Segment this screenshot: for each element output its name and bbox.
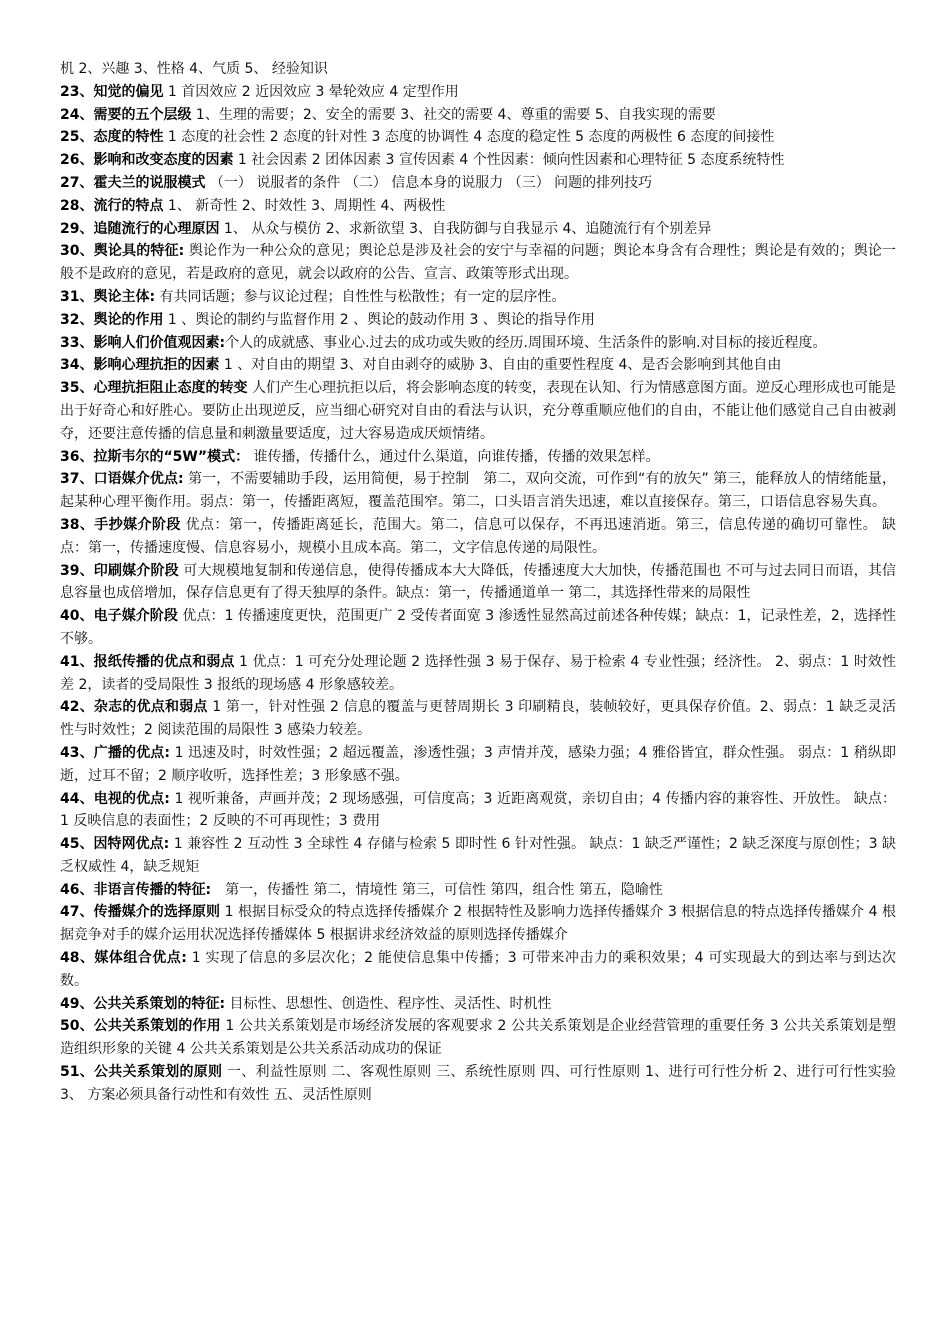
item-body: 1、 从众与模仿 2、求新欲望 3、自我防御与自我显示 4、追随流行有个别差异	[219, 220, 712, 237]
list-item	[60, 126, 896, 149]
list-item	[60, 560, 896, 606]
list-item	[60, 377, 896, 445]
item-body: 1 第一，针对性强 2 信息的覆盖与更替周期长 3 印刷精良，装帧较好，更具保存价值。2、弱点：1 缺乏灵活性与时效性；2 阅读范围的局限性 3 感染力较差。	[60, 699, 897, 739]
item-body: 1 视听兼备，声画并茂；2 现场感强，可信度高；3 近距离观赏，亲切自由；4 传播内容的兼容性、开放性。 缺点：1 反映信息的表面性；2 反映的不可再现性；3 费用	[60, 790, 896, 830]
list-item	[60, 901, 896, 947]
item-heading: 32、舆论的作用	[60, 311, 164, 328]
lead-line: 机 2、兴趣 3、性格 4、气质 5、 经验知识	[60, 61, 328, 77]
list-item	[60, 149, 896, 172]
item-heading: 44、电视的优点:	[60, 790, 170, 807]
item-heading: 49、公共关系策划的特征:	[60, 995, 226, 1012]
item-body: 1、生理的需要；2、安全的需要 3、社交的需要 4、尊重的需要 5、自我实现的需要	[191, 106, 716, 123]
item-heading: 42、杂志的优点和弱点	[60, 699, 208, 716]
list-item	[60, 286, 896, 309]
item-body: 1 、舆论的制约与监督作用 2 、舆论的鼓动作用 3 、舆论的指导作用	[163, 311, 595, 328]
list-item	[60, 104, 896, 127]
list-item	[60, 468, 896, 514]
document-body	[60, 58, 896, 1107]
item-body: 1 根据目标受众的特点选择传播媒介 2 根据特性及影响力选择传播媒介 3 根据信息的特点选择传播媒介 4 根据竞争对手的媒介运用状况选择传播媒体 5 根据讲求经济效益的原则选择传播媒介	[60, 904, 896, 944]
item-body: 1 优点：1 可充分处理论题 2 选择性强 3 易于保存、易于检索 4 专业性强；经济性。 2、弱点：1 时效性差 2，读者的受局限性 3 报纸的现场感 4 形象感较差。	[60, 653, 896, 693]
list-item	[60, 651, 896, 697]
item-heading: 31、舆论主体:	[60, 288, 156, 305]
item-heading: 48、媒体组合优点:	[60, 950, 187, 967]
list-item	[60, 240, 896, 286]
list-item	[60, 332, 896, 355]
item-body: 谁传播，传播什么，通过什么渠道，向谁传播，传播的效果怎样。	[249, 448, 660, 465]
item-heading: 37、口语媒介优点:	[60, 471, 184, 488]
item-body: 第一，传播性 第二，情境性 第三，可信性 第四，组合性 第五，隐喻性	[211, 881, 663, 898]
list-item	[60, 354, 896, 377]
item-heading: 36、拉斯韦尔的“5W”模式：	[60, 448, 250, 465]
item-body: 1 社会因素 2 团体因素 3 宣传因素 4 个性因素：倾向性因素和心理特征 5 态度系统特性	[233, 152, 785, 169]
numbered-items	[60, 81, 896, 1107]
item-heading: 40、电子媒介阶段	[60, 608, 178, 625]
list-item	[60, 309, 896, 332]
list-item	[60, 879, 896, 902]
item-body: 1 首因效应 2 近因效应 3 晕轮效应 4 定型作用	[163, 83, 459, 100]
item-heading: 29、追随流行的心理原因	[60, 220, 220, 237]
item-heading: 38、手抄媒介阶段	[60, 516, 181, 533]
item-body: 1 态度的社会性 2 态度的针对性 3 态度的协调性 4 态度的稳定性 5 态度的两极性 6 态度的间接性	[163, 129, 775, 146]
item-body: 优点：1 传播速度更快，范围更广 2 受传者面宽 3 渗透性显然高过前述各种传媒；缺点：1，记录性差，2，选择性不够。	[60, 608, 896, 647]
item-body: 优点：第一，传播距离延长，范围大。第二，信息可以保存，不再迅速消逝。第三，信息传递的确切可靠性。 缺点：第一，传播速度慢、信息容易小，规模小且成本高。第二，文字信息传递的局限性。	[60, 516, 897, 556]
list-item	[60, 696, 896, 742]
item-heading: 43、广播的优点:	[60, 744, 170, 761]
item-heading: 23、知觉的偏见	[60, 83, 164, 100]
list-item	[60, 514, 896, 560]
item-heading: 27、霍夫兰的说服模式	[60, 174, 206, 191]
list-item	[60, 993, 896, 1016]
item-heading: 25、态度的特性	[60, 129, 164, 146]
list-item	[60, 172, 896, 195]
item-heading: 34、影响心理抗拒的因素	[60, 357, 220, 374]
item-body: 1、 新奇性 2、时效性 3、周期性 4、两极性	[163, 197, 446, 214]
item-heading: 47、传播媒介的选择原则	[60, 904, 221, 921]
item-body: 1 公共关系策划是市场经济发展的客观要求 2 公共关系策划是企业经营管理的重要任务 3 公共关系策划是塑造组织形象的关键 4 公共关系策划是公共关系活动成功的保证	[60, 1018, 897, 1058]
item-body: 人们产生心理抗拒以后，将会影响态度的转变，表现在认知、行为情感意图方面。逆反心理形成也可能是出于好奇心和好胜心。要防止出现逆反，应当细心研究对自由的看法与认识，充分尊重顺应他们的自由，不能让他们感觉自己自由被剥夺，还要注意传播的信息量和刺激量要适度，过大容易造成厌烦情绪。	[60, 380, 896, 442]
list-item	[60, 742, 896, 788]
list-item	[60, 605, 896, 651]
item-body: 1 兼容性 2 互动性 3 全球性 4 存储与检索 5 即时性 6 针对性强。 缺点：1 缺乏严谨性；2 缺乏深度与原创性；3 缺乏权威性 4，缺乏规矩	[60, 836, 896, 875]
item-body: 1 迅速及时，时效性强；2 超远覆盖，渗透性强；3 声情并茂，感染力强；4 雅俗皆宜，群众性强。 弱点：1 稍纵即逝，过耳不留；2 顺序收听，选择性差；3 形象感不强。	[60, 744, 896, 784]
list-item	[60, 1061, 896, 1107]
item-heading: 28、流行的特点	[60, 197, 164, 214]
list-item	[60, 833, 896, 879]
item-body: 可大规模地复制和传递信息，使得传播成本大大降低，传播速度大大加快，传播范围也 不可与过去同日而语，其信息容量也成倍增加，保存信息更有了得天独厚的条件。缺点：第一，传播通道单一 第二，其选择性带来的局限性	[60, 562, 897, 602]
list-item	[60, 947, 896, 993]
item-body: 个人的成就感、事业心.过去的成功或失败的经历.周围环境、生活条件的影响.对目标的接近程度。	[225, 334, 827, 351]
list-item	[60, 788, 896, 834]
list-item	[60, 81, 896, 104]
item-heading: 35、心理抗拒阻止态度的转变	[60, 380, 248, 397]
item-body: 有共同话题；参与议论过程；自性性与松散性；有一定的层序性。	[155, 288, 566, 305]
item-heading: 39、印刷媒介阶段	[60, 562, 179, 579]
item-body: （一） 说服者的条件 （二） 信息本身的说服力 （三） 问题的排列技巧	[205, 174, 653, 191]
list-item	[60, 446, 896, 469]
list-item	[60, 218, 896, 241]
item-heading: 30、舆论具的特征:	[60, 243, 185, 260]
item-body: 1 、对自由的期望 3、对自由剥夺的威胁 3、自由的重要性程度 4、是否会影响到其他自由	[219, 357, 782, 374]
item-heading: 26、影响和改变态度的因素	[60, 152, 234, 169]
item-heading: 46、非语言传播的特征:	[60, 881, 212, 898]
list-item	[60, 195, 896, 218]
item-body: 一、利益性原则 二、客观性原则 三、系统性原则 四、可行性原则 1、进行可行性分析 2、进行可行性实验 3、 方案必须具备行动性和有效性 五、灵活性原则	[60, 1064, 897, 1103]
item-heading: 51、公共关系策划的原则	[60, 1064, 223, 1081]
list-item	[60, 1015, 896, 1061]
item-body: 舆论作为一种公众的意见；舆论总是涉及社会的安宁与幸福的问题；舆论本身含有合理性；舆论是有效的；舆论一般不是政府的意见，若是政府的意见，就会以政府的公告、宣言、政策等形式出现。	[60, 243, 896, 283]
item-heading: 45、因特网优点:	[60, 836, 170, 853]
item-body: 目标性、思想性、创造性、程序性、灵活性、时机性	[225, 995, 552, 1012]
item-heading: 50、公共关系策划的作用	[60, 1018, 221, 1035]
item-heading: 24、需要的五个层级	[60, 106, 192, 123]
item-heading: 41、报纸传播的优点和弱点	[60, 653, 235, 670]
item-heading: 33、影响人们价值观因素:	[60, 334, 226, 351]
item-body: 第一，不需要辅助手段，运用简便，易于控制 第二，双向交流，可作到“有的放矢” 第三，能释放人的情绪能量，起某种心理平衡作用。弱点：第一，传播距离短，覆盖范围窄。第二，口头语言消失迅速，难以直接保存。第三，口语信息容易失真。	[60, 471, 896, 511]
item-body: 1 实现了信息的多层次化；2 能使信息集中传播；3 可带来冲击力的乘积效果；4 可实现最大的到达率与到达次数。	[60, 950, 896, 989]
